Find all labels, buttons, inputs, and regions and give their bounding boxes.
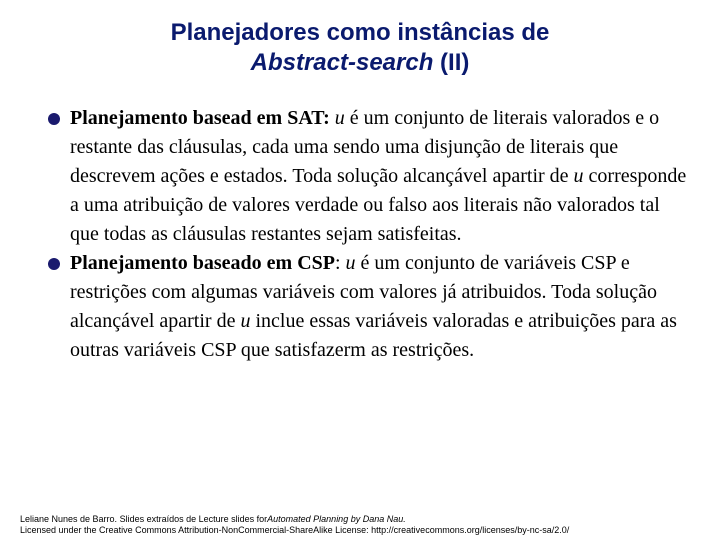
bullet-item-csp (48, 249, 688, 365)
bullet-dot-icon (48, 113, 60, 125)
footer-credits (20, 514, 710, 536)
bullet-text: é um conjunto de variáveis CSP e restrições com algumas variáveis com valores já atribuidos. Toda solução alcançável apartir de (70, 252, 657, 332)
title-line-2 (0, 48, 720, 78)
bullet-lead: Planejamento baseado em CSP (70, 252, 335, 274)
bullet-lead: Planejamento basead em SAT: (70, 107, 330, 129)
slide-title (0, 18, 720, 78)
variable-u: u (345, 252, 356, 274)
bullet-list (48, 104, 688, 365)
bullet-item-sat (48, 104, 688, 249)
title-italic-term: Abstract-search (250, 49, 434, 76)
footer-license: Licensed under the Creative Commons Attribution-NonCommercial-ShareAlike License: http://creativecommons.org/licenses/by-nc-sa/2.0/ (20, 525, 570, 535)
bullet-colon: : (334, 252, 346, 274)
bullet-text: é um conjunto de literais valorados e o restante das cláusulas, cada uma sendo uma disjunção de literais que descrevem ações e estados. Toda solução alcançável apartir de (70, 107, 660, 187)
footer-line-1 (20, 514, 710, 525)
variable-u: u (573, 165, 584, 187)
variable-u: u (240, 310, 251, 332)
bullet-text: corresponde a uma atribuição de valores verdade ou falso aos literais não valorados tal que todas as cláusulas restantes sejam satisfeitas. (70, 165, 687, 245)
title-line-1: Planejadores como instâncias de (170, 19, 550, 46)
footer-book-title: Automated Planning by Dana Nau. (267, 514, 406, 524)
bullet-dot-icon (48, 258, 60, 270)
title-suffix: (II) (433, 49, 470, 76)
bullet-text: inclue essas variáveis valoradas e atribuições para as outras variáveis CSP que satisfazerm as restrições. (70, 310, 677, 361)
footer-credit-prefix: Leliane Nunes de Barro. Slides extraídos de Lecture slides for (20, 514, 268, 524)
variable-u: u (334, 107, 345, 129)
